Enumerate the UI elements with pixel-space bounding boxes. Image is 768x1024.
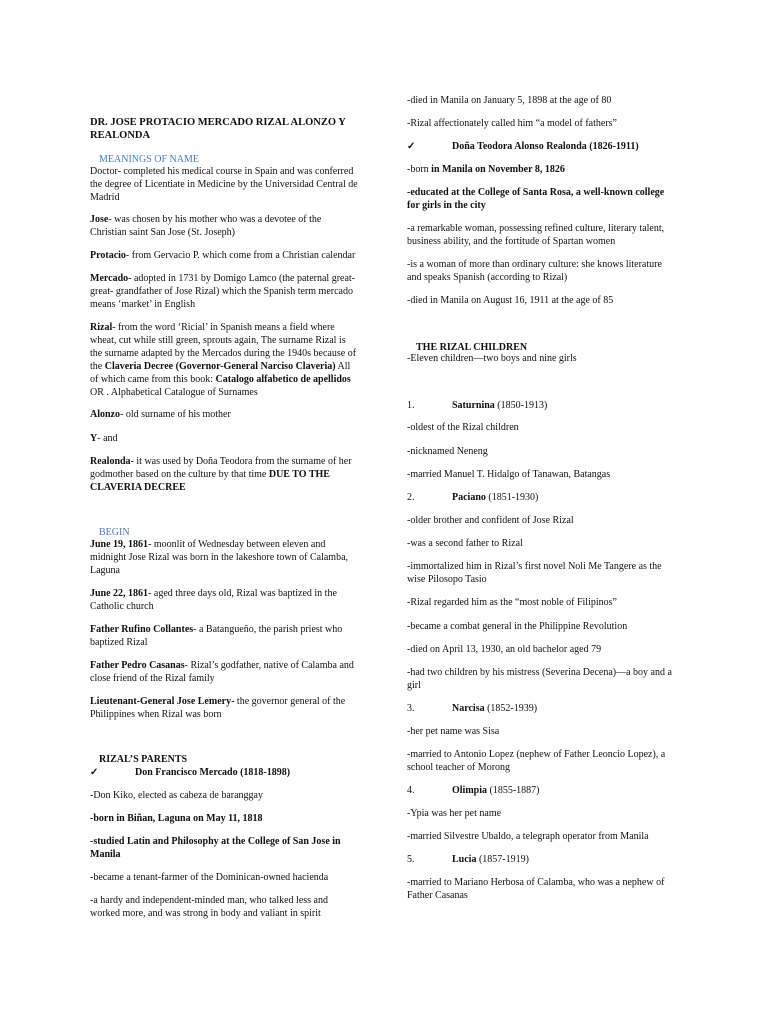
term: Rizal [90,322,113,333]
definition: All of which came from this book: [90,361,351,385]
checkmark-icon: ✓ [407,141,416,152]
alonzo-paragraph [90,408,360,421]
definition: - from the word ‘Ricial’ in Spanish means a field where wheat, cut while still green, sprouts again, The surname Rizal is the surname adapted by the Mercados during the 1940s because of the [90,322,357,372]
definition: - Rizal’s godfather, native of Calamba and close friend of the Rizal family [90,660,354,684]
child-name: Lucia [452,854,477,865]
term: Alonzo [90,409,120,420]
claveria-emphasis: DUE TO THE CLAVERIA DECREE [90,469,330,493]
definition: - and [97,433,118,444]
term: June 22, 1861 [90,588,149,599]
list-item: -Ypia was her pet name [407,808,502,819]
term: Lieutenant-General Jose Lemery [90,696,232,707]
binan-line: -born in Biñan, Laguna on May 11, 1818 [90,813,263,824]
model-fathers-line: -Rizal affectionately called him “a model of fathers” [407,118,617,129]
kiko-line: -Don Kiko, elected as cabeza de baranggay [90,790,263,801]
definition: - from Gervacio P. which come from a Christian calendar [125,250,356,261]
catalogo-title: Catalogo alfabetico de apellidos [215,374,351,385]
child-narcisa-heading [407,702,677,715]
begin-heading: BEGIN [99,527,130,538]
definition: - a Batangueño, the parish priest who baptized Rizal [90,624,343,648]
definition: - the governor general of the Philippines when Rizal was born [90,696,346,720]
child-years: (1857-1919) [476,854,529,865]
lemery-paragraph [90,695,360,721]
definition: - adopted in 1731 by Domigo Lamco (the paternal great-great- grandfather of Jose Rizal) which the Spanish term mercado means ‘market’ in English [90,273,356,310]
child-name: Saturnina [452,400,495,411]
francisco-heading [90,766,360,779]
june22-paragraph [90,587,360,613]
child-saturnina-heading [407,399,677,412]
list-number: 3. [407,703,415,714]
document-title: DR. JOSE PROTACIO MERCADO RIZAL ALONZO Y REALONDA [90,117,346,141]
list-item: -became a combat general in the Philippine Revolution [407,621,628,632]
rufino-paragraph [90,623,360,649]
tenant-line: -became a tenant-farmer of the Dominican-owned hacienda [90,872,329,883]
educated-line: -educated at the College of Santa Rosa, a well-known college for girls in the city [407,187,665,211]
list-item: -Rizal regarded him as the “most noble of Filipinos” [407,597,617,608]
list-item: -older brother and confident of Jose Rizal [407,515,574,526]
hardy-line: -a hardy and independent-minded man, who talked less and worked more, and was strong in body and valiant in spirit [90,895,328,919]
jose-paragraph [90,213,360,239]
term: Y [90,433,98,444]
pedro-paragraph [90,659,360,685]
child-lucia-heading [407,853,677,866]
child-paciano-heading [407,491,677,504]
list-item: -had two children by his mistress (Severina Decena)—a boy and a girl [407,667,672,691]
teodora-name: Doña Teodora Alonso Realonda (1826-1911) [452,141,639,152]
june19-paragraph [90,538,360,577]
list-number: 5. [407,854,415,865]
list-item: -died on April 13, 1930, an old bachelor aged 79 [407,644,602,655]
child-olimpia-heading [407,784,677,797]
term: Protacio [90,250,126,261]
list-number: 2. [407,492,415,503]
definition: OR . Alphabetical Catalogue of Surnames [90,387,258,398]
rizal-paragraph [90,321,360,399]
child-years: (1852-1939) [484,703,538,714]
definition: - old surname of his mother [120,409,231,420]
definition: - was chosen by his mother who was a devotee of the Christian saint San Jose (St. Joseph) [90,214,322,238]
definition: - aged three days old, Rizal was baptized in the Catholic church [90,588,337,612]
list-item: -married to Antonio Lopez (nephew of Father Leoncio Lopez), a school teacher of Morong [407,749,666,773]
list-item: -nicknamed Neneng [407,446,488,457]
teodora-born-line [407,163,677,176]
children-heading: THE RIZAL CHILDREN [416,342,528,353]
term: Father Pedro Casanas [90,660,185,671]
term: Mercado [90,273,129,284]
born-detail: in Manila on November 8, 1826 [431,164,565,175]
term: June 19, 1861 [90,539,149,550]
term: Realonda [90,456,131,467]
list-number: 4. [407,785,415,796]
meanings-heading: MEANINGS OF NAME [99,154,200,165]
culture-line: -is a woman of more than ordinary culture: she knows literature and speaks Spanish (according to Rizal) [407,259,662,283]
born-prefix: -born [407,164,432,175]
term: Jose [90,214,109,225]
doctor-paragraph: Doctor- completed his medical course in Spain and was conferred the degree of Licentiate in Medicine by the Universidad Central de Madrid [90,166,358,203]
list-item: -oldest of the Rizal children [407,422,519,433]
child-years: (1850-1913) [494,400,548,411]
list-item: -her pet name was Sisa [407,726,500,737]
y-paragraph [90,432,360,445]
definition: - it was used by Doña Teodora from the surname of her godmother based on the culture by that time [90,456,352,480]
child-name: Olimpia [452,785,488,796]
teodora-heading [407,140,677,153]
definition: - moonlit of Wednesday between eleven and midnight Jose Rizal was born in the lakeshore town of Calamba, Laguna [90,539,349,576]
child-name: Paciano [452,492,486,503]
child-name: Narcisa [452,703,485,714]
child-years: (1855-1887) [487,785,540,796]
list-item: -married Silvestre Ubaldo, a telegraph operator from Manila [407,831,649,842]
list-item: -was a second father to Rizal [407,538,523,549]
child-years: (1851-1930) [485,492,539,503]
died-1898-line: -died in Manila on January 5, 1898 at the age of 80 [407,95,612,106]
checkmark-icon: ✓ [90,767,99,778]
list-item: -immortalized him in Rizal’s first novel Noli Me Tangere as the wise Pilosopo Tasio [407,561,662,585]
francisco-name: Don Francisco Mercado (1818-1898) [135,767,291,778]
remarkable-line: -a remarkable woman, possessing refined culture, literary talent, business ability, and the fortitude of Spartan women [407,223,665,247]
protacio-paragraph [90,249,360,262]
mercado-paragraph [90,272,360,311]
list-item: -married to Mariano Herbosa of Calamba, who was a nephew of Father Casanas [407,877,665,901]
realonda-paragraph [90,455,360,494]
latin-line: -studied Latin and Philosophy at the College of San Jose in Manila [90,836,341,860]
term: Father Rufino Collantes [90,624,194,635]
died-1911-line: -died in Manila on August 16, 1911 at the age of 85 [407,295,614,306]
eleven-children-line: -Eleven children—two boys and nine girls [407,353,577,364]
parents-heading: RIZAL’S PARENTS [99,754,188,765]
claveria-decree: Claveria Decree (Governor-General Narciso Claveria) [104,361,336,372]
list-item: -married Manuel T. Hidalgo of Tanawan, Batangas [407,469,611,480]
list-number: 1. [407,400,415,411]
